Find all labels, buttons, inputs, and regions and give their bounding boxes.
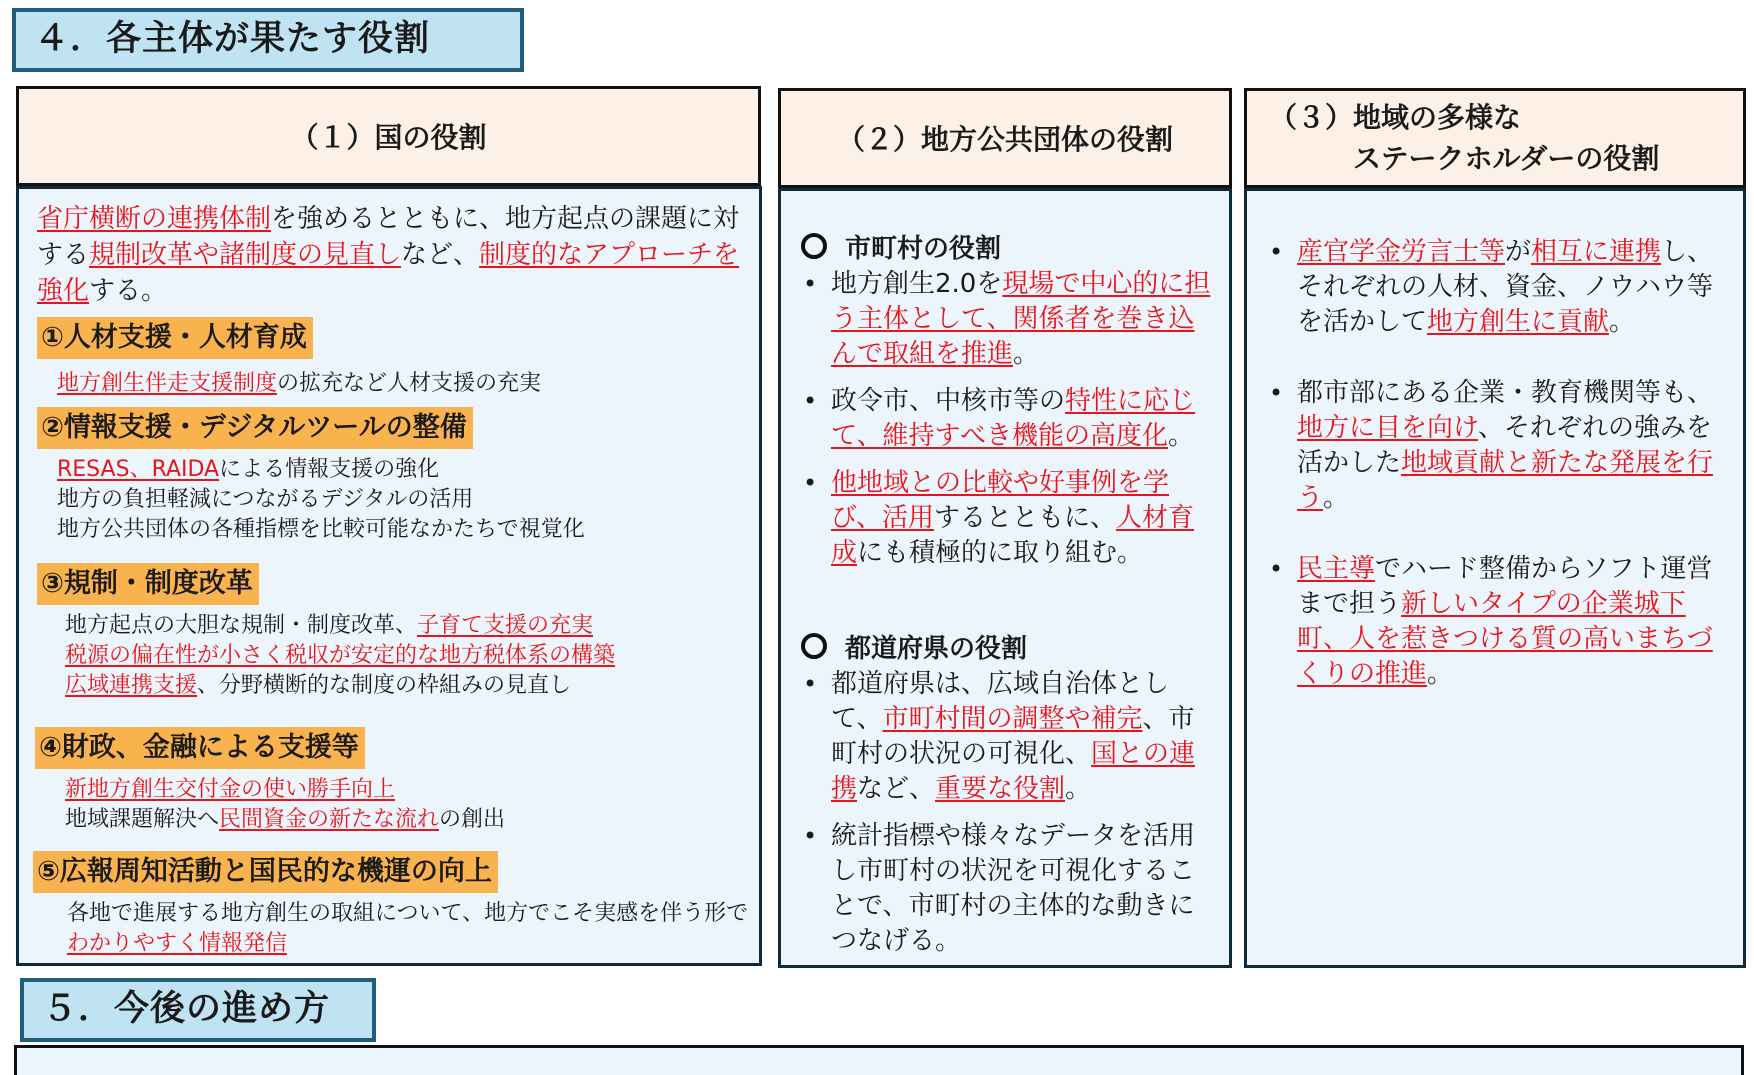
bullet-text: するとともに、 xyxy=(933,503,1116,533)
stakeholder-bullet-2 xyxy=(1267,376,1737,516)
section-5-title: ５．今後の進め方 xyxy=(20,978,376,1042)
bullet-text: 。 xyxy=(1167,421,1194,451)
bullet-highlight: 重要な役割 xyxy=(935,774,1066,804)
section-5-content-box xyxy=(14,1045,1744,1075)
bullet-text: 。 xyxy=(1065,774,1092,804)
item-3-highlight-1: 子育て支援の充実 xyxy=(417,613,594,638)
item-2-rest: による情報支援の強化 xyxy=(219,457,440,482)
prefecture-bullet-2 xyxy=(801,819,1219,959)
item-1-text xyxy=(57,369,541,399)
national-role-intro xyxy=(37,201,747,309)
intro-highlight-2: 規制改革や諸制度の見直し xyxy=(89,240,402,270)
item-4-text-2b: の創出 xyxy=(439,807,506,832)
bullet-highlight: 市町村間の調整や補完 xyxy=(882,704,1143,734)
item-5-text-1: 各地で進展する地方創生の取組について、地方でこそ実感を伴う形で xyxy=(67,901,749,926)
bullet-text: でハード整備からソフト運営まで担う xyxy=(1297,554,1713,619)
municipality-heading-text: 市町村の役割 xyxy=(845,234,1002,264)
local-government-role-panel xyxy=(778,188,1232,968)
municipality-bullet-2 xyxy=(801,384,1219,454)
stakeholder-role-heading-text xyxy=(1269,97,1659,179)
item-1-tag: ①人材支援・人材育成 xyxy=(37,317,313,359)
municipality-bullets xyxy=(801,267,1219,571)
item-3-highlight-3: 広域連携支援 xyxy=(65,673,198,698)
bullet-text: し、それぞれの人材、資金、ノウハウ等を活かして xyxy=(1297,237,1714,337)
bullet-highlight: 新しいタイプの企業城下町、人を惹きつける質の高いまちづくりの推進 xyxy=(1297,589,1713,689)
item-2-block xyxy=(37,407,585,545)
stakeholder-bullets xyxy=(1267,235,1737,692)
bullet-highlight: 民主導 xyxy=(1297,554,1376,584)
bullet-text: にも積極的に取り組む。 xyxy=(857,538,1144,568)
item-3-block xyxy=(37,563,615,701)
bullet-highlight: 国との連携 xyxy=(831,739,1196,804)
circle-marker-icon xyxy=(801,633,827,659)
bullet-text: 地方創生2.0を xyxy=(831,269,1003,299)
stakeholder-heading-line-2: ステークホルダーの役割 xyxy=(1353,142,1660,175)
item-5-tag: ⑤広報周知活動と国民的な機運の向上 xyxy=(33,851,498,893)
item-1-rest: の拡充など人材支援の充実 xyxy=(277,371,542,396)
item-2-text xyxy=(57,455,585,545)
stakeholder-role-heading xyxy=(1244,88,1746,188)
intro-text-2: など、 xyxy=(401,240,480,270)
stakeholder-role-panel xyxy=(1244,188,1746,968)
stakeholder-heading-line-1: （３）地域の多様な xyxy=(1269,101,1522,134)
item-2-line-2: 地方の負担軽減につながるデジタルの活用 xyxy=(57,487,474,512)
municipality-bullet-1 xyxy=(801,267,1219,372)
bullet-highlight: 現場で中心的に担う主体として、関係者を巻き込んで取組を推進 xyxy=(831,269,1211,369)
bullet-highlight: 相互に連携 xyxy=(1531,237,1662,267)
stakeholder-bullet-1 xyxy=(1267,235,1737,340)
prefecture-heading-text: 都道府県の役割 xyxy=(845,634,1028,664)
prefecture-bullet-1 xyxy=(801,667,1219,807)
item-1-highlight: 地方創生伴走支援制度 xyxy=(57,371,278,396)
bullet-highlight: 地方に目を向け xyxy=(1297,413,1478,443)
bullet-text: 。 xyxy=(1013,339,1040,369)
bullet-highlight: 人材育成 xyxy=(831,503,1194,568)
item-1-block xyxy=(37,317,541,399)
item-4-highlight-1: 新地方創生交付金の使い勝手向上 xyxy=(65,777,396,802)
bullet-highlight: 産官学金労言士等 xyxy=(1297,237,1506,267)
item-3-text xyxy=(65,611,615,701)
intro-text-3: する。 xyxy=(89,276,168,306)
bullet-text: 、市町村の状況の可視化、 xyxy=(831,704,1195,769)
item-3-text-3: 、分野横断的な制度の枠組みの見直し xyxy=(197,673,572,698)
bullet-highlight: 地域貢献と新たな発展を行う xyxy=(1297,448,1714,513)
item-2-line-3: 地方公共団体の各種指標を比較可能なかたちで視覚化 xyxy=(57,517,585,542)
item-5-block xyxy=(33,851,751,959)
bullet-highlight: 地方創生に貢献 xyxy=(1427,307,1610,337)
municipality-heading xyxy=(801,231,1219,267)
bullet-highlight: 特性に応じて、維持すべき機能の高度化 xyxy=(831,386,1196,451)
intro-text-1: を強めるとともに、地方起点の課題に対する xyxy=(37,204,740,270)
prefecture-heading xyxy=(801,631,1219,667)
item-4-text-2: 地域課題解決へ xyxy=(65,807,220,832)
item-4-highlight-2: 民間資金の新たな流れ xyxy=(219,807,440,832)
item-3-highlight-2: 税源の偏在性が小さく税収が安定的な地方税体系の構築 xyxy=(65,643,616,668)
bullet-text: 。 xyxy=(1427,659,1454,689)
item-3-tag: ③規制・制度改革 xyxy=(37,563,259,605)
national-role-heading xyxy=(16,86,761,186)
bullet-text: 、それぞれの強みを活かした xyxy=(1297,413,1712,478)
stakeholder-bullet-3 xyxy=(1267,552,1737,692)
national-role-heading-text: （１）国の役割 xyxy=(290,121,487,154)
bullet-text: 。 xyxy=(1609,307,1636,337)
prefecture-section xyxy=(801,631,1219,959)
bullet-text: 都市部にある企業・教育機関等も、 xyxy=(1297,378,1714,408)
item-5-text xyxy=(67,899,751,959)
prefecture-bullets xyxy=(801,667,1219,959)
circle-marker-icon xyxy=(801,233,827,259)
bullet-text: 。 xyxy=(1323,483,1350,513)
local-government-role-heading xyxy=(778,88,1232,188)
item-4-block xyxy=(35,727,505,835)
bullet-highlight: 他地域との比較や好事例を学び、活用 xyxy=(831,468,1170,533)
bullet-text: が xyxy=(1505,237,1532,267)
bullet-text: 政令市、中核市等の xyxy=(831,386,1066,416)
item-4-tag: ④財政、金融による支援等 xyxy=(35,727,365,769)
municipality-bullet-3 xyxy=(801,466,1219,571)
item-2-tag: ②情報支援・デジタルツールの整備 xyxy=(37,407,473,449)
item-3-text-1: 地方起点の大胆な規制・制度改革、 xyxy=(65,613,418,638)
local-government-role-heading-text: （２）地方公共団体の役割 xyxy=(836,123,1173,156)
bullet-text: など、 xyxy=(857,774,936,804)
national-role-panel xyxy=(16,186,762,966)
municipality-section xyxy=(801,231,1219,571)
intro-highlight-1: 省庁横断の連携体制 xyxy=(37,204,272,234)
bullet-text: 都道府県は、広域自治体として、 xyxy=(831,669,1170,734)
item-5-highlight: わかりやすく情報発信 xyxy=(67,931,288,956)
item-4-text xyxy=(65,775,505,835)
intro-highlight-3: 制度的なアプローチを強化 xyxy=(37,240,740,306)
section-4-title: ４．各主体が果たす役割 xyxy=(12,8,524,72)
bullet-text: 統計指標や様々なデータを活用し市町村の状況を可視化することで、市町村の主体的な動きにつなげる。 xyxy=(831,821,1196,956)
item-2-highlight: RESAS、RAIDA xyxy=(57,457,220,482)
